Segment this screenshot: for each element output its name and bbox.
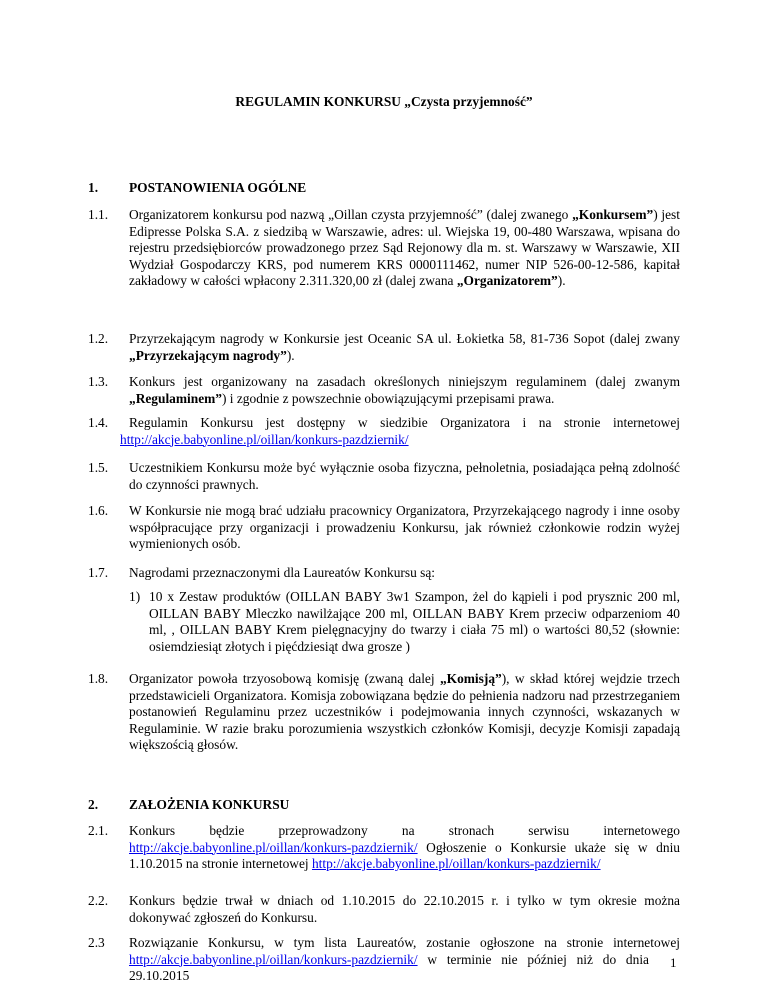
contest-link[interactable]: http://akcje.babyonline.pl/oillan/konkurs-pazdziernik/ [129,839,418,855]
text: w terminie nie później niż do dnia 29.10.2015 [129,951,649,983]
paragraph-1-2 [88,331,680,364]
paragraph-text: Regulamin Konkursu jest dostępny w siedzibie Organizatora i na stronie internetowej [129,415,680,430]
document-title: REGULAMIN KONKURSU „Czysta przyjemność” [235,94,533,109]
paragraph-1-3 [88,374,680,407]
text: ). [286,347,295,363]
text: ) i zgodnie z powszechnie obowiązującymi przepisami prawa. [221,390,555,406]
paragraph-2-3 [88,935,680,985]
announcement-link[interactable]: http://akcje.babyonline.pl/oillan/konkurs-pazdziernik/ [311,856,601,871]
paragraph-text-continued [129,952,649,985]
paragraph-1-1 [88,207,680,290]
page-number: 1 [670,955,677,970]
paragraph-2-2 [88,893,680,926]
bold-term: „Regulaminem” [129,390,222,406]
bold-term: „Konkursem” [572,207,654,222]
text: ) jest Edipresse Polska S.A. z siedzibą w Warszawie, adres: ul. Wiejska 19, 00-480 Warszawa, wpisana do rejestru przedsiębiorców prowadzonego przez Sąd Rejonowy dla m. st. Warszawy w Warszawie, XII Wydział Gospodarczy KRS, pod numerem KRS 0000111462, numer NIP 526-00-12-586, kapitał zakładowy w całości wpłacony 2.311.320,00 zł (dalej zwana [129,207,680,288]
paragraph-1-4 [88,415,680,448]
paragraph-number: 1.3. [88,374,109,389]
section-2-title: ZAŁOŻENIA KONKURSU [129,797,290,812]
rules-link[interactable]: http://akcje.babyonline.pl/oillan/konkurs-pazdziernik/ [120,431,409,447]
paragraph-text: Rozwiązanie Konkursu, w tym lista Laureatów, zostanie ogłoszone na stronie internetowej [129,935,680,950]
paragraph-number: 2.2. [88,893,109,908]
paragraph-number: 1.7. [88,565,109,580]
paragraph-number: 1.5. [88,460,109,475]
text: ). [557,273,566,288]
bold-term: „Komisją” [439,671,502,686]
paragraph-text: Konkurs będzie trwał w dniach od 1.10.2015 do 22.10.2015 r. i tylko w tym okresie można dokonywać zgłoszeń do Konkursu. [129,893,680,925]
paragraph-text [129,207,680,290]
paragraph-number: 1.8. [88,671,109,686]
paragraph-2-1 [88,823,680,873]
prize-list-item [129,589,680,655]
results-link[interactable]: http://akcje.babyonline.pl/oillan/konkurs-pazdziernik/ [129,951,418,967]
paragraph-number: 2.1. [88,823,109,838]
text: Przyrzekającym nagrody w Konkursie jest Oceanic SA ul. Łokietka 58, 81-736 Sopot (dalej zwany [129,331,680,346]
section-1-number: 1. [88,180,99,195]
paragraph-text [129,331,680,364]
text: Konkurs jest organizowany na zasadach określonych niniejszym regulaminem (dalej zwanym [129,374,680,389]
paragraph-text-continued [129,840,680,873]
paragraph-1-7 [88,565,680,582]
paragraph-text: Uczestnikiem Konkursu może być wyłącznie osoba fizyczna, pełnoletnia, posiadająca pełną zdolność do czynności prawnych. [129,460,680,492]
text: ), w skład której wejdzie trzech przedstawicieli Organizatora. Komisja zobowiązana będzie do pełnienia nadzoru nad przestrzeganiem postanowień Regulaminu przez uczestników i podejmowania innych czynności, wskazanych w Regulaminie. W razie braku porozumienia wszystkich członków Komisji, decyzje Komisji zapadają większością głosów. [129,671,680,752]
paragraph-text: Nagrodami przeznaczonymi dla Laureatów Konkursu są: [129,565,436,580]
list-number: 1) [129,589,141,604]
paragraph-number: 1.4. [88,415,109,430]
paragraph-1-6 [88,503,680,553]
paragraph-text: W Konkursie nie mogą brać udziału pracownicy Organizatora, Przyrzekającego nagrody i inne osoby współpracujące przy organizacji i prowadzeniu Konkursu, jak również członkowie rodzin wyżej wymienionych osób. [129,503,680,551]
paragraph-number: 1.6. [88,503,109,518]
prize-description: 10 x Zestaw produktów (OILLAN BABY 3w1 Szampon, żel do kąpieli i pod prysznic 200 ml, OILLAN BABY Mleczko nawilżające 200 ml, OILLAN BABY Krem przeciw odparzeniom 40 ml, , OILLAN BABY Krem pielęgnacyjny do twarzy i ciała 75 ml) o wartości 80,52 (słownie: osiemdziesiąt złotych i pięćdziesiąt dwa grosze ) [149,589,680,654]
text: Organizator powoła trzyosobową komisję (zwaną dalej [129,671,440,686]
section-1-title: POSTANOWIENIA OGÓLNE [129,180,307,195]
paragraph-1-5 [88,460,680,493]
paragraph-number: 2.3 [88,935,105,950]
bold-term: „Organizatorem” [456,273,558,288]
paragraph-number: 1.2. [88,331,109,346]
paragraph-text [129,374,680,407]
paragraph-text [129,671,680,754]
section-2-number: 2. [88,797,99,812]
text: Organizatorem konkursu pod nazwą „Oillan czysta przyjemność” (dalej zwanego [129,207,573,222]
paragraph-text: Konkurs będzie przeprowadzony na stronach serwisu internetowego [129,823,680,838]
text: Ogłoszenie o Konkursie ukaże się w dniu 1.10.2015 na stronie internetowej [129,839,680,871]
bold-term: „Przyrzekającym nagrody” [129,347,287,363]
paragraph-1-8 [88,671,680,754]
paragraph-number: 1.1. [88,207,109,222]
